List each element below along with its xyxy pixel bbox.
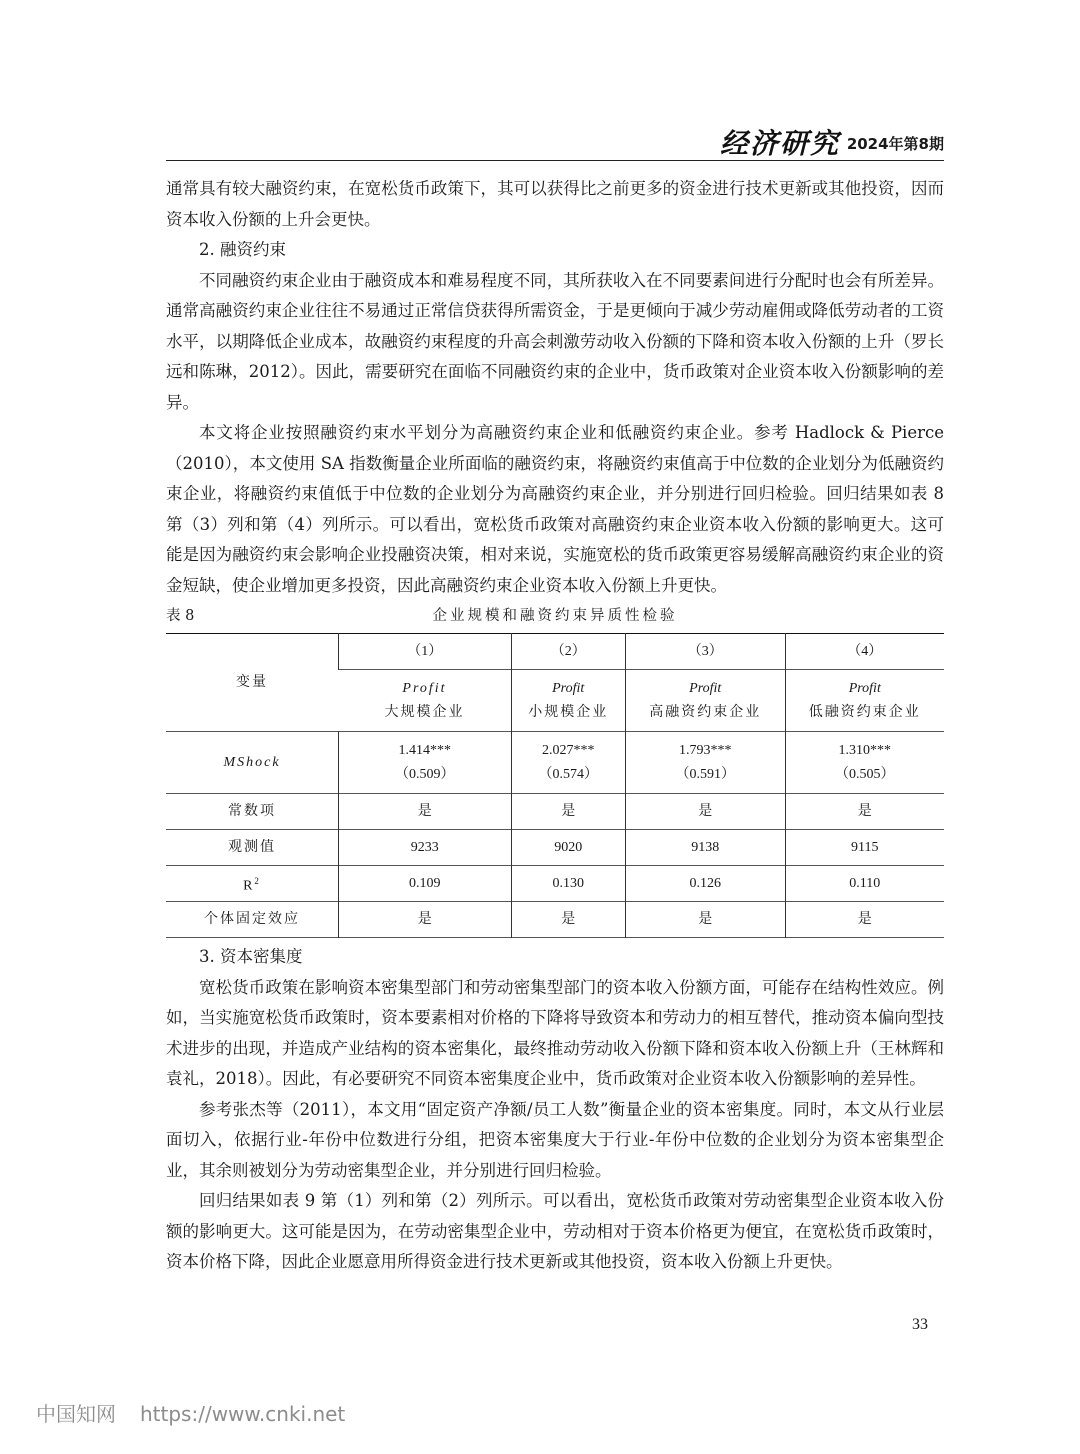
table-cell: 是 bbox=[625, 794, 785, 830]
group-label: 小规模企业 bbox=[528, 704, 609, 720]
col-number: （2） bbox=[511, 634, 625, 670]
table-cell: 是 bbox=[511, 794, 625, 830]
table-cell: 是 bbox=[511, 902, 625, 938]
paragraph-6: 回归结果如表 9 第（1）列和第（2）列所示。可以看出，宽松货币政策对劳动密集型企业资本收入份额的影响更大。这可能是因为，在劳动密集型企业中，劳动相对于资本价格更为便宜，在宽松货币政策时，资本价格下降，因此企业愿意用所得资金进行技术更新或其他投资，资本收入份额上升更快。 bbox=[166, 1191, 944, 1271]
paragraph-5: 参考张杰等（2011），本文用“固定资产净额/员工人数”衡量企业的资本密集度。同时，本文从行业层面切入，依据行业-年份中位数进行分组，把资本密集度大于行业-年份中位数的企业划分为资本密集型企业，其余则被划分为劳动密集型企业，并分别进行回归检验。 bbox=[166, 1099, 944, 1180]
journal-logo: 经济研究 bbox=[719, 127, 840, 160]
row-label-constant: 常数项 bbox=[228, 803, 276, 819]
row-label-mshock: MShock bbox=[223, 754, 281, 770]
page-number: 33 bbox=[912, 1316, 928, 1333]
table-cell: 是 bbox=[785, 902, 944, 938]
table-cell: 9233 bbox=[339, 830, 512, 866]
watermark-url[interactable]: https://www.cnki.net bbox=[140, 1402, 346, 1426]
coef-cell bbox=[511, 732, 625, 794]
table-cell: 0.130 bbox=[511, 866, 625, 902]
r2-sup: 2 bbox=[254, 875, 261, 886]
table-cell: 9115 bbox=[785, 830, 944, 866]
col-number: （3） bbox=[625, 634, 785, 670]
dep-var: Profit bbox=[552, 680, 585, 696]
table-row bbox=[166, 732, 944, 794]
coef-cell bbox=[785, 732, 944, 794]
table-row bbox=[166, 794, 944, 830]
col-number: （4） bbox=[785, 634, 944, 670]
watermark-site: 中国知网 bbox=[36, 1402, 116, 1426]
coefficient: 1.793*** bbox=[678, 742, 732, 758]
table-number: 表 8 bbox=[166, 608, 195, 624]
paragraph-4: 宽松货币政策在影响资本密集型部门和劳动密集型部门的资本收入份额方面，可能存在结构性效应。例如，当实施宽松货币政策时，资本要素相对价格的下降将导致资本和劳动力的相互替代，推动资本偏向型技术进步的出现，并造成产业结构的资本密集化，最终推动劳动收入份额下降和资本收入份额上升（王林辉和袁礼，2018）。因此，有必要研究不同资本密集度企业中，货币政策对企业资本收入份额影响的差异性。 bbox=[166, 977, 944, 1088]
watermark bbox=[36, 1398, 345, 1427]
table-caption bbox=[166, 603, 944, 629]
col-header bbox=[785, 670, 944, 732]
paragraph-3: 本文将企业按照融资约束水平划分为高融资约束企业和低融资约束企业。参考 Hadlock & Pierce（2010），本文使用 SA 指数衡量企业所面临的融资约束，将融资约束值高于中位数的企业划分为低融资约束企业，将融资约束值低于中位数的企业划分为高融资约束企业，并分别进行回归检验。回归结果如表 8 第（3）列和第（4）列所示。可以看出，宽松货币政策对高融资约束企业资本收入份额的影响更大。这可能是因为融资约束会影响企业投融资决策，相对来说，实施宽松的货币政策更容易缓解高融资约束企业的资金短缺，使企业增加更多投资，因此高融资约束企业资本收入份额上升更快。 bbox=[166, 423, 944, 595]
paragraph-2: 不同融资约束企业由于融资成本和难易程度不同，其所获收入在不同要素间进行分配时也会有所差异。通常高融资约束企业往往不易通过正常信贷获得所需资金，于是更倾向于减少劳动雇佣或降低劳动者的工资水平，以期降低企业成本，故融资约束程度的升高会刺激劳动收入份额的下降和资本收入份额的上升（罗长远和陈琳，2012）。因此，需要研究在面临不同融资约束的企业中，货币政策对企业资本收入份额影响的差异。 bbox=[166, 270, 944, 412]
coef-cell bbox=[339, 732, 512, 794]
group-label: 低融资约束企业 bbox=[808, 704, 921, 720]
std-error: （0.591） bbox=[675, 766, 735, 782]
table-cell: 9138 bbox=[625, 830, 785, 866]
section-heading-financing: 2. 融资约束 bbox=[199, 240, 286, 259]
table-row bbox=[166, 830, 944, 866]
table-row bbox=[166, 866, 944, 902]
r2-label: R bbox=[243, 878, 255, 894]
table-cell: 9020 bbox=[511, 830, 625, 866]
std-error: （0.505） bbox=[835, 766, 895, 782]
col-header bbox=[511, 670, 625, 732]
std-error: （0.574） bbox=[538, 766, 598, 782]
coefficient: 1.414*** bbox=[398, 742, 451, 758]
group-label: 高融资约束企业 bbox=[649, 704, 762, 720]
results-table bbox=[166, 633, 944, 938]
col-number: （1） bbox=[339, 634, 512, 670]
table-row bbox=[166, 634, 944, 670]
dep-var: Profit bbox=[848, 680, 881, 696]
table-cell: 是 bbox=[785, 794, 944, 830]
page-header bbox=[166, 128, 944, 161]
article-body bbox=[166, 174, 944, 1278]
coefficient: 2.027*** bbox=[541, 742, 595, 758]
dep-var: Profit bbox=[689, 680, 722, 696]
col-header bbox=[339, 670, 512, 732]
issue-label: 2024年第8期 bbox=[846, 135, 944, 153]
table-cell: 是 bbox=[625, 902, 785, 938]
row-label-r2 bbox=[166, 866, 339, 902]
table-cell: 0.109 bbox=[339, 866, 512, 902]
table-cell: 0.110 bbox=[785, 866, 944, 902]
std-error: （0.509） bbox=[395, 766, 455, 782]
row-label-fixed-effects: 个体固定效应 bbox=[204, 911, 300, 927]
col-header bbox=[625, 670, 785, 732]
group-label: 大规模企业 bbox=[384, 704, 465, 720]
table-cell: 是 bbox=[339, 902, 512, 938]
table-title: 企业规模和融资约束异质性检验 bbox=[432, 608, 678, 624]
table-row bbox=[166, 902, 944, 938]
section-heading-capital: 3. 资本密集度 bbox=[199, 947, 303, 966]
table-cell: 0.126 bbox=[625, 866, 785, 902]
table-cell: 是 bbox=[339, 794, 512, 830]
row-label-observations: 观测值 bbox=[228, 839, 276, 855]
dep-var: Profit bbox=[402, 680, 447, 696]
paragraph-1: 通常具有较大融资约束，在宽松货币政策下，其可以获得比之前更多的资金进行技术更新或其他投资，因而资本收入份额的上升会更快。 bbox=[166, 179, 944, 229]
var-header-cell: 变量 bbox=[236, 674, 268, 690]
coef-cell bbox=[625, 732, 785, 794]
coefficient: 1.310*** bbox=[838, 742, 892, 758]
